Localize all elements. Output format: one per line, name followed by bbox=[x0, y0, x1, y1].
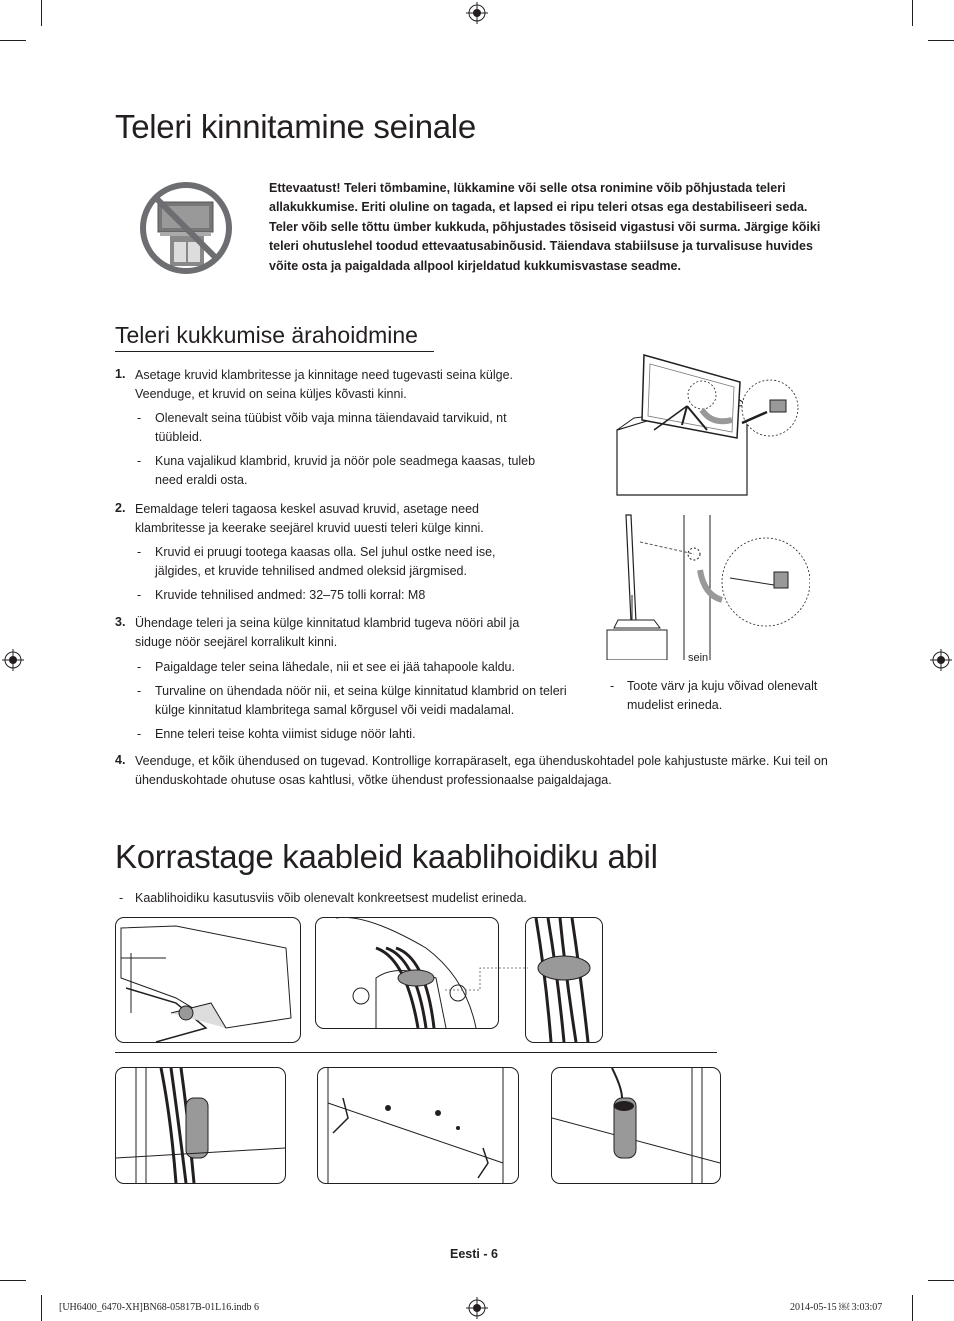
registration-mark-icon bbox=[2, 649, 24, 671]
cable-step-illustration bbox=[115, 1067, 286, 1184]
sub-item: Olenevalt seina tüübist võib vaja minna täiendavaid tarvikuid, nt tüübleid. bbox=[155, 411, 507, 444]
crop-mark bbox=[41, 0, 42, 26]
bullet-dash: - bbox=[137, 545, 142, 559]
step-text: Veenduge, et kõik ühendused on tugevad. Kontrollige korrapäraselt, ega ühenduskohtadel pole kahjustuste märke. Kui teil on ühenduskohtade ohutuse osas kahtlusi, võtke ühendust professionaalse paigaldajaga. bbox=[135, 754, 828, 787]
cable-step-illustration bbox=[317, 1067, 519, 1184]
page-number: Eesti - 6 bbox=[450, 1247, 498, 1261]
cable-step-illustration bbox=[115, 917, 301, 1043]
footer-file-info: [UH6400_6470-XH]BN68-05817B-01L16.indb 6 bbox=[59, 1302, 259, 1313]
bullet-dash: - bbox=[610, 679, 615, 693]
cable-step-illustration bbox=[525, 917, 603, 1043]
tv-wall-cord-illustration bbox=[604, 510, 810, 660]
bullet-dash: - bbox=[137, 411, 142, 425]
sub-item: Kruvide tehnilised andmed: 32–75 tolli korral: M8 bbox=[155, 588, 426, 602]
sub-item: Paigaldage teler seina lähedale, nii et see ei jää tahapoole kaldu. bbox=[155, 660, 515, 674]
crop-mark bbox=[928, 40, 954, 41]
no-climbing-tv-icon bbox=[138, 180, 234, 276]
section-subtitle: Teleri kukkumise ärahoidmine bbox=[115, 322, 418, 348]
step-text: Asetage kruvid klambritesse ja kinnitage need tugevasti seina külge. Veenduge, et kruvid on seina küljes kõvasti kinni. bbox=[135, 368, 513, 401]
section-title: Korrastage kaableid kaablihoidiku abil bbox=[115, 838, 658, 875]
image-note: Toote värv ja kuju võivad olenevalt mudelist erineda. bbox=[627, 679, 818, 712]
registration-mark-icon bbox=[466, 2, 488, 24]
subtitle-underline bbox=[115, 351, 434, 352]
wall-label: sein bbox=[688, 652, 709, 664]
cable-step-illustration bbox=[551, 1067, 721, 1184]
crop-mark bbox=[0, 40, 26, 41]
callout-connector bbox=[440, 960, 530, 1000]
bullet-dash: - bbox=[119, 891, 124, 905]
step-number: 3. bbox=[115, 615, 126, 629]
bullet-dash: - bbox=[137, 727, 142, 741]
page-title: Teleri kinnitamine seinale bbox=[115, 108, 476, 145]
step-number: 2. bbox=[115, 501, 126, 515]
sub-item: Kruvid ei pruugi tootega kaasas olla. Sel juhul ostke need ise, jälgides, et kruvide tehnilised andmed oleksid järgmised. bbox=[155, 545, 496, 578]
warning-text: Ettevaatust! Teleri tõmbamine, lükkamine või selle otsa ronimine võib põhjustada teleri allakukkumise. Eriti oluline on tagada, et lapsed ei ripu teleri otsas ega destabiliseeri seda. Teler võib selle tõttu ümber kukkuda, põhjustades tõsiseid vigastusi või surma. Järgige kõiki teleri ohutuslehel toodud ettevaatusabinõusid. Täiendava stabiilsuse ja turvalisuse huvides võite osta ja paigaldada allpool kirjeldatud kukkumisvastase seadme. bbox=[269, 181, 821, 273]
step-text: Ühendage teleri ja seina külge kinnitatud klambrid tugeva nööri abil ja siduge nöör seejärel korralikult kinni. bbox=[135, 616, 520, 649]
bullet-dash: - bbox=[137, 684, 142, 698]
bullet-dash: - bbox=[137, 454, 142, 468]
divider bbox=[115, 1052, 717, 1053]
step-text: Eemaldage teleri tagaosa keskel asuvad kruvid, asetage need klambritesse ja keerake seejärel kruvid uuesti teleri külge kinni. bbox=[135, 502, 484, 535]
crop-mark bbox=[0, 1280, 26, 1281]
sub-item: Enne teleri teise kohta viimist siduge nöör lahti. bbox=[155, 727, 416, 741]
step-number: 1. bbox=[115, 367, 126, 381]
registration-mark-icon bbox=[930, 649, 952, 671]
crop-mark bbox=[912, 0, 913, 26]
footer-timestamp: 2014-05-15 ￼ 3:03:07 bbox=[790, 1302, 883, 1313]
sub-item: Turvaline on ühendada nöör nii, et seina külge kinnitatud klambrid on teleri külge kinnitatud klambritega samal kõrgusel või veidi madalamal. bbox=[155, 684, 567, 717]
cable-note: Kaablihoidiku kasutusviis võib olenevalt konkreetsest mudelist erineda. bbox=[135, 891, 527, 905]
crop-mark bbox=[912, 1295, 913, 1321]
step-number: 4. bbox=[115, 753, 126, 767]
crop-mark bbox=[41, 1295, 42, 1321]
bullet-dash: - bbox=[137, 660, 142, 674]
crop-mark bbox=[928, 1280, 954, 1281]
tv-stand-bracket-illustration bbox=[612, 350, 802, 500]
sub-item: Kuna vajalikud klambrid, kruvid ja nöör pole seadmega kaasas, tuleb need eraldi osta. bbox=[155, 454, 536, 487]
registration-mark-icon bbox=[466, 1297, 488, 1319]
bullet-dash: - bbox=[137, 588, 142, 602]
